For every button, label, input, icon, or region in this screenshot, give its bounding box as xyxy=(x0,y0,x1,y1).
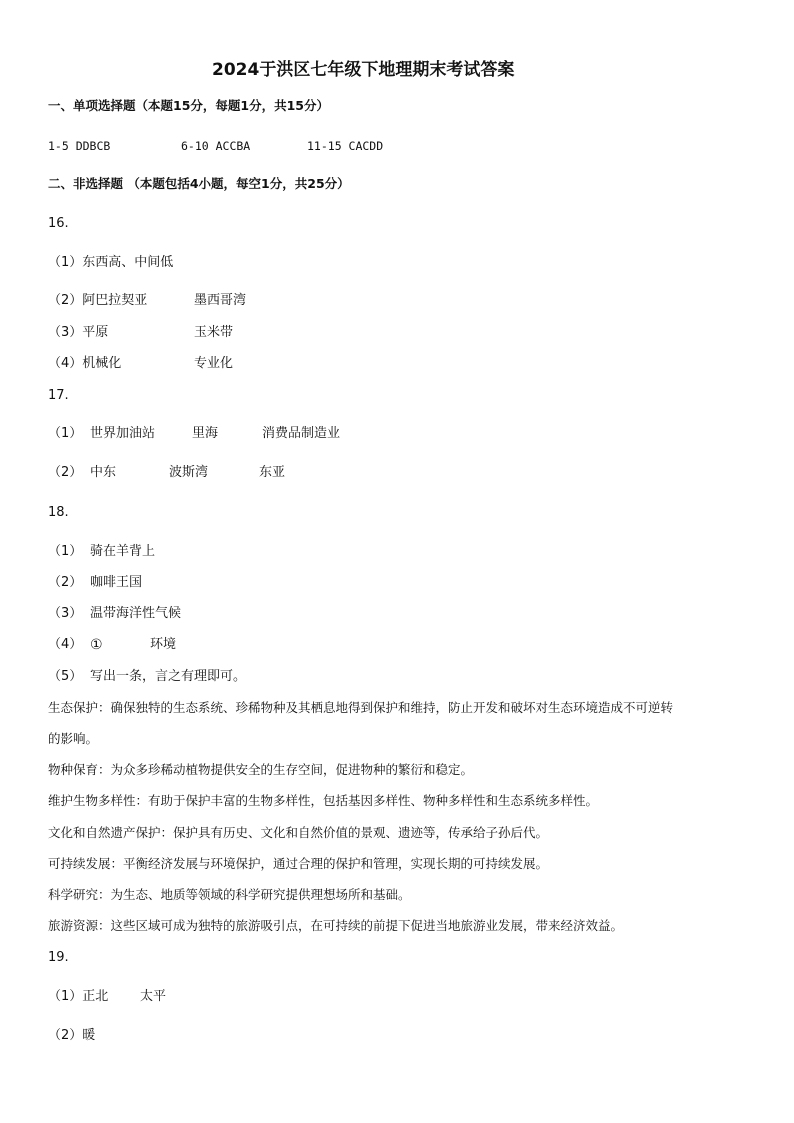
page-title: 2024于洪区七年级下地理期末考试答案 xyxy=(212,60,515,80)
paragraph-tourism: 旅游资源：这些区域可成为独特的旅游吸引点，在可持续的前提下促进当地旅游业发展，带来经济效益。 xyxy=(48,918,624,933)
answer-text: 暖 xyxy=(82,1028,96,1043)
answer-text: 写出一条，言之有理即可。 xyxy=(90,669,247,684)
sub-label: （1） xyxy=(48,426,83,441)
question-number-16: 16. xyxy=(48,216,69,231)
answer-group-6-10: 6-10 ACCBA xyxy=(181,139,251,153)
question-number-18: 18. xyxy=(48,505,69,520)
sub-label: （4） xyxy=(48,356,83,371)
question-number-19: 19. xyxy=(48,950,69,965)
answer-line-18-5 xyxy=(48,669,247,685)
answer-text: 阿巴拉契亚 xyxy=(82,293,148,308)
answer-line-18-3 xyxy=(48,606,182,622)
answer-text: 咖啡王国 xyxy=(90,575,143,590)
paragraph-biodiversity: 维护生物多样性：有助于保护丰富的生物多样性，包括基因多样性、物种多样性和生态系统多样性。 xyxy=(48,793,599,808)
sub-label: （1） xyxy=(48,544,83,559)
answer-text: 骑在羊背上 xyxy=(90,544,156,559)
paragraph-sustainable: 可持续发展：平衡经济发展与环境保护，通过合理的保护和管理，实现长期的可持续发展。 xyxy=(48,856,549,871)
sub-label: （2） xyxy=(48,575,83,590)
answer-line-18-2 xyxy=(48,575,143,591)
section-heading-choice: 一、单项选择题（本题15分，每题1分，共15分） xyxy=(48,98,329,113)
sub-label: （2） xyxy=(48,465,83,480)
answer-text-b: 环境 xyxy=(150,637,177,652)
answer-text: 东西高、中间低 xyxy=(82,255,174,270)
answer-line-16-2 xyxy=(48,293,247,309)
sub-label: （3） xyxy=(48,606,83,621)
answer-text-c: 消费品制造业 xyxy=(262,426,341,441)
answer-group-1-5: 1-5 DDBCB xyxy=(48,139,111,153)
question-number-17: 17. xyxy=(48,388,69,403)
answer-line-18-4 xyxy=(48,637,177,653)
paragraph-heritage: 文化和自然遗产保护：保护具有历史、文化和自然价值的景观、遗迹等，传承给子孙后代。 xyxy=(48,825,549,840)
paragraph-ecology-cont: 的影响。 xyxy=(48,731,99,746)
sub-label: （3） xyxy=(48,325,83,340)
answer-text: 世界加油站 xyxy=(90,426,156,441)
section-heading-nonchoice: 二、非选择题 （本题包括4小题，每空1分，共25分） xyxy=(48,176,350,191)
answer-text-c: 东亚 xyxy=(259,465,286,480)
answer-text-b: 太平 xyxy=(140,989,167,1004)
answer-text: 机械化 xyxy=(82,356,122,371)
answer-text-b: 专业化 xyxy=(194,356,234,371)
answer-text: ① xyxy=(90,637,103,653)
sub-label: （5） xyxy=(48,669,83,684)
answer-group-11-15: 11-15 CACDD xyxy=(307,139,384,153)
answer-line-16-1 xyxy=(48,255,173,271)
answer-text: 中东 xyxy=(90,465,117,480)
answer-text-b: 玉米带 xyxy=(194,325,234,340)
answer-line-17-1 xyxy=(48,426,341,442)
sub-label: （1） xyxy=(48,989,83,1004)
answer-line-18-1 xyxy=(48,544,156,560)
answer-line-19-2 xyxy=(48,1028,95,1044)
sub-label: （4） xyxy=(48,637,83,652)
paragraph-ecology: 生态保护：确保独特的生态系统、珍稀物种及其栖息地得到保护和维持，防止开发和破坏对生态环境造成不可逆转 xyxy=(48,700,674,715)
sub-label: （1） xyxy=(48,255,83,270)
answer-text: 温带海洋性气候 xyxy=(90,606,182,621)
sub-label: （2） xyxy=(48,293,83,308)
answer-line-16-4 xyxy=(48,356,234,372)
paragraph-research: 科学研究：为生态、地质等领域的科学研究提供理想场所和基础。 xyxy=(48,887,411,902)
answer-text: 正北 xyxy=(82,989,109,1004)
answer-line-19-1 xyxy=(48,989,167,1005)
answer-text-b: 里海 xyxy=(192,426,219,441)
answer-line-17-2 xyxy=(48,465,286,481)
answer-text-b: 墨西哥湾 xyxy=(194,293,247,308)
answer-text: 平原 xyxy=(82,325,109,340)
answer-text-b: 波斯湾 xyxy=(169,465,209,480)
paragraph-species: 物种保育：为众多珍稀动植物提供安全的生存空间，促进物种的繁衍和稳定。 xyxy=(48,762,474,777)
answer-line-16-3 xyxy=(48,325,234,341)
sub-label: （2） xyxy=(48,1028,83,1043)
